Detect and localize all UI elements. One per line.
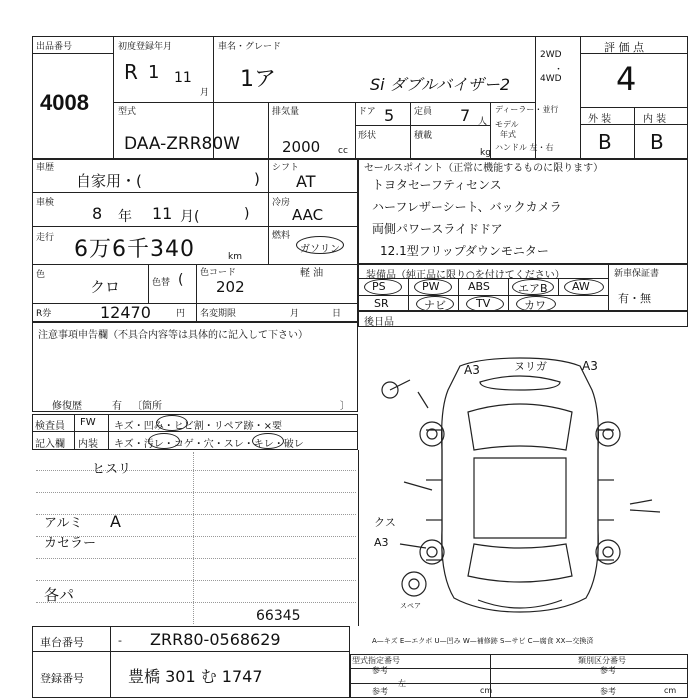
check-row-interior: キズ・汚レ・コゲ・穴・スレ・キレ・破レ <box>114 439 304 450</box>
plate-value: 豊橋 301 む 1747 <box>128 667 263 686</box>
exterior-grade: B <box>598 130 612 154</box>
year-label: 年式 <box>500 130 516 139</box>
car-name-value: 1ア <box>240 67 276 92</box>
dealer-label: ディーラー・並行 <box>495 105 559 114</box>
displacement-value: 2000 <box>282 138 321 156</box>
handwritten-note-6: 66345 <box>256 608 301 624</box>
rear-items-label: 後日品 <box>364 317 394 328</box>
equip-pw: PW <box>422 280 440 293</box>
fuel-gasoline: ガソリン <box>300 244 340 255</box>
equip-abs: ABS <box>468 280 490 293</box>
inspection-year-unit: 年 <box>118 209 132 225</box>
mileage-value: 6万6千340 <box>74 237 195 262</box>
color-change-label: 色替 <box>152 278 171 288</box>
sales-title: セールスポイント（正常に機能するものに限ります） <box>364 163 604 174</box>
repair-history-label: 修復歴 <box>52 401 82 412</box>
damage-mark-side-2: A3 <box>374 536 389 549</box>
color-code-label: 色コード <box>200 268 237 278</box>
shift-value: AT <box>296 172 316 191</box>
fuel-label: 燃料 <box>272 231 291 241</box>
fw-label: FW <box>80 417 96 428</box>
reg-month-unit: 月 <box>200 88 210 98</box>
history-label: 車歴 <box>36 163 55 173</box>
equip-ps: PS <box>372 280 386 293</box>
equip-leather: カワ <box>524 299 546 312</box>
damage-mark-side-1: クス <box>374 516 396 529</box>
sales-point-4: 12.1型フリップダウンモニター <box>380 244 549 258</box>
chassis-label: 車台番号 <box>40 636 84 649</box>
inspection-month-unit: 月( <box>180 209 200 225</box>
ref-row3-c: cm <box>480 686 493 695</box>
history-value: 自家用・( <box>76 172 142 190</box>
type-number-ref: 参考 <box>372 666 388 675</box>
handwritten-note-1: ヒスリ <box>92 462 132 477</box>
reg-era: R <box>124 60 138 84</box>
name-change-month: 月 <box>290 309 300 319</box>
equipment-title: 装備品（純正品に限り○を付けてください） <box>366 270 565 281</box>
warranty-value: 有・無 <box>618 292 651 305</box>
color-value: クロ <box>90 278 121 296</box>
damage-mark-front-left: A3 <box>464 363 480 377</box>
score-value: 4 <box>616 60 637 98</box>
equip-sr: SR <box>374 297 389 310</box>
exterior-label: 外 装 <box>588 114 612 125</box>
sales-point-3: 両側パワースライドドア <box>372 222 503 236</box>
damage-mark-front-right: A3 <box>582 359 598 373</box>
sales-point-2: ハーフレザーシート、バックカメラ <box>372 200 562 214</box>
shift-label: シフト <box>272 163 300 173</box>
inspection-close: ) <box>244 206 250 222</box>
recycle-unit: 円 <box>176 309 186 319</box>
chassis-dash: - <box>118 634 122 647</box>
check-row-exterior: キズ・凹み・ヒビ割・リペア跡・×要 <box>114 421 282 432</box>
equip-navi: ナビ <box>424 299 446 312</box>
load-label: 積載 <box>414 131 433 141</box>
handwritten-note-4: A <box>110 512 121 531</box>
load-unit: kg <box>480 148 491 158</box>
displacement-label: 排気量 <box>272 107 300 117</box>
first-reg-label: 初度登録年月 <box>118 42 173 52</box>
model-label: 型式 <box>118 107 137 117</box>
interior-label: 内 装 <box>643 114 667 125</box>
repair-history-value: 有 <box>112 401 122 412</box>
warranty-label: 新車保証書 <box>614 269 660 279</box>
color-code-value: 202 <box>216 278 245 296</box>
car-name-label: 車名・グレード <box>218 42 282 52</box>
ref-row3-e: cm <box>664 686 677 695</box>
ref-row3-a: 参考 <box>372 687 388 696</box>
handle-label: ハンドル 左・右 <box>495 143 554 152</box>
plate-label: 登録番号 <box>40 672 84 685</box>
capacity-value: 7 <box>460 106 471 125</box>
damage-mark-front: ヌリガ <box>514 360 547 373</box>
color-label: 色 <box>36 270 46 280</box>
mileage-label: 走行 <box>36 233 55 243</box>
footer-ref-frame <box>350 654 688 698</box>
sales-point-1: トヨタセーフティセンス <box>372 178 502 192</box>
drive-4wd: 4WD <box>540 74 562 84</box>
cooler-label: 冷房 <box>272 198 291 208</box>
lot-number: 4008 <box>40 90 89 115</box>
handwritten-note-5: 各パ <box>44 586 75 604</box>
door-value: 5 <box>384 106 395 125</box>
history-close: ) <box>254 170 260 188</box>
equip-tv: TV <box>476 297 491 310</box>
mileage-unit: km <box>228 252 242 262</box>
reg-month: 11 <box>174 70 192 86</box>
spare-label: スペア <box>400 602 421 610</box>
shape-label: 形状 <box>358 131 377 141</box>
class-number-ref: 参考 <box>600 666 616 675</box>
handwritten-note-3: カセラー <box>44 536 97 551</box>
recycle-label: R券 <box>36 309 52 319</box>
inspector-label: 検査員 <box>35 421 65 432</box>
door-label: ドア <box>358 107 376 117</box>
score-label: 評 価 点 <box>604 41 644 54</box>
recycle-value: 12470 <box>100 303 151 322</box>
cooler-value: AAC <box>292 206 324 224</box>
car-damage-diagram <box>360 330 686 626</box>
repair-location-close: 〕 <box>340 401 350 412</box>
inspection-year: 8 <box>92 204 103 223</box>
fuel-diesel: 軽 油 <box>300 268 324 279</box>
inspection-label: 車検 <box>36 198 55 208</box>
entry-label: 記入欄 <box>35 439 65 450</box>
grade-value: Si ダブルバイザー2 <box>370 75 511 94</box>
drive-2wd: 2WD <box>540 50 562 60</box>
inspection-month: 11 <box>152 204 173 223</box>
ref-row3-b: 左 <box>398 679 406 688</box>
notes-title: 注意事項申告欄（不具合内容等は具体的に記入して下さい） <box>38 330 308 341</box>
color-change-paren: ( <box>178 272 184 288</box>
name-change-day: 日 <box>332 309 342 319</box>
lot-label: 出品番号 <box>36 42 73 52</box>
displacement-unit: cc <box>338 146 348 156</box>
drive-dot: ・ <box>554 65 564 75</box>
model-value: DAA-ZRR80W <box>124 134 240 154</box>
interior-check-label: 内装 <box>78 439 98 450</box>
interior-grade: B <box>650 130 664 154</box>
repair-location-open: 〔箇所 <box>132 401 162 412</box>
type-number-label: 型式指定番号 <box>352 656 400 665</box>
reg-year: 1 <box>148 62 160 83</box>
chassis-value: ZRR80-0568629 <box>150 630 281 649</box>
ref-row3-d: 参考 <box>600 687 616 696</box>
handwritten-note-2: アルミ <box>44 516 83 531</box>
class-number-label: 類別区分番号 <box>578 656 626 665</box>
capacity-unit: 人 <box>478 117 488 127</box>
equip-airbag: エアB <box>518 282 548 295</box>
fuel-gasoline-circle <box>296 236 344 254</box>
model-sub-label: モデル <box>495 120 519 129</box>
equip-aw: AW <box>572 280 590 293</box>
capacity-label: 定員 <box>414 107 433 117</box>
name-change-label: 名変期限 <box>200 309 237 319</box>
rear-items-frame <box>358 311 688 327</box>
damage-legend: A—キズ E—エクボ U—凹み W—補修跡 S—サビ C—腐食 XX—交換済 <box>372 637 594 645</box>
